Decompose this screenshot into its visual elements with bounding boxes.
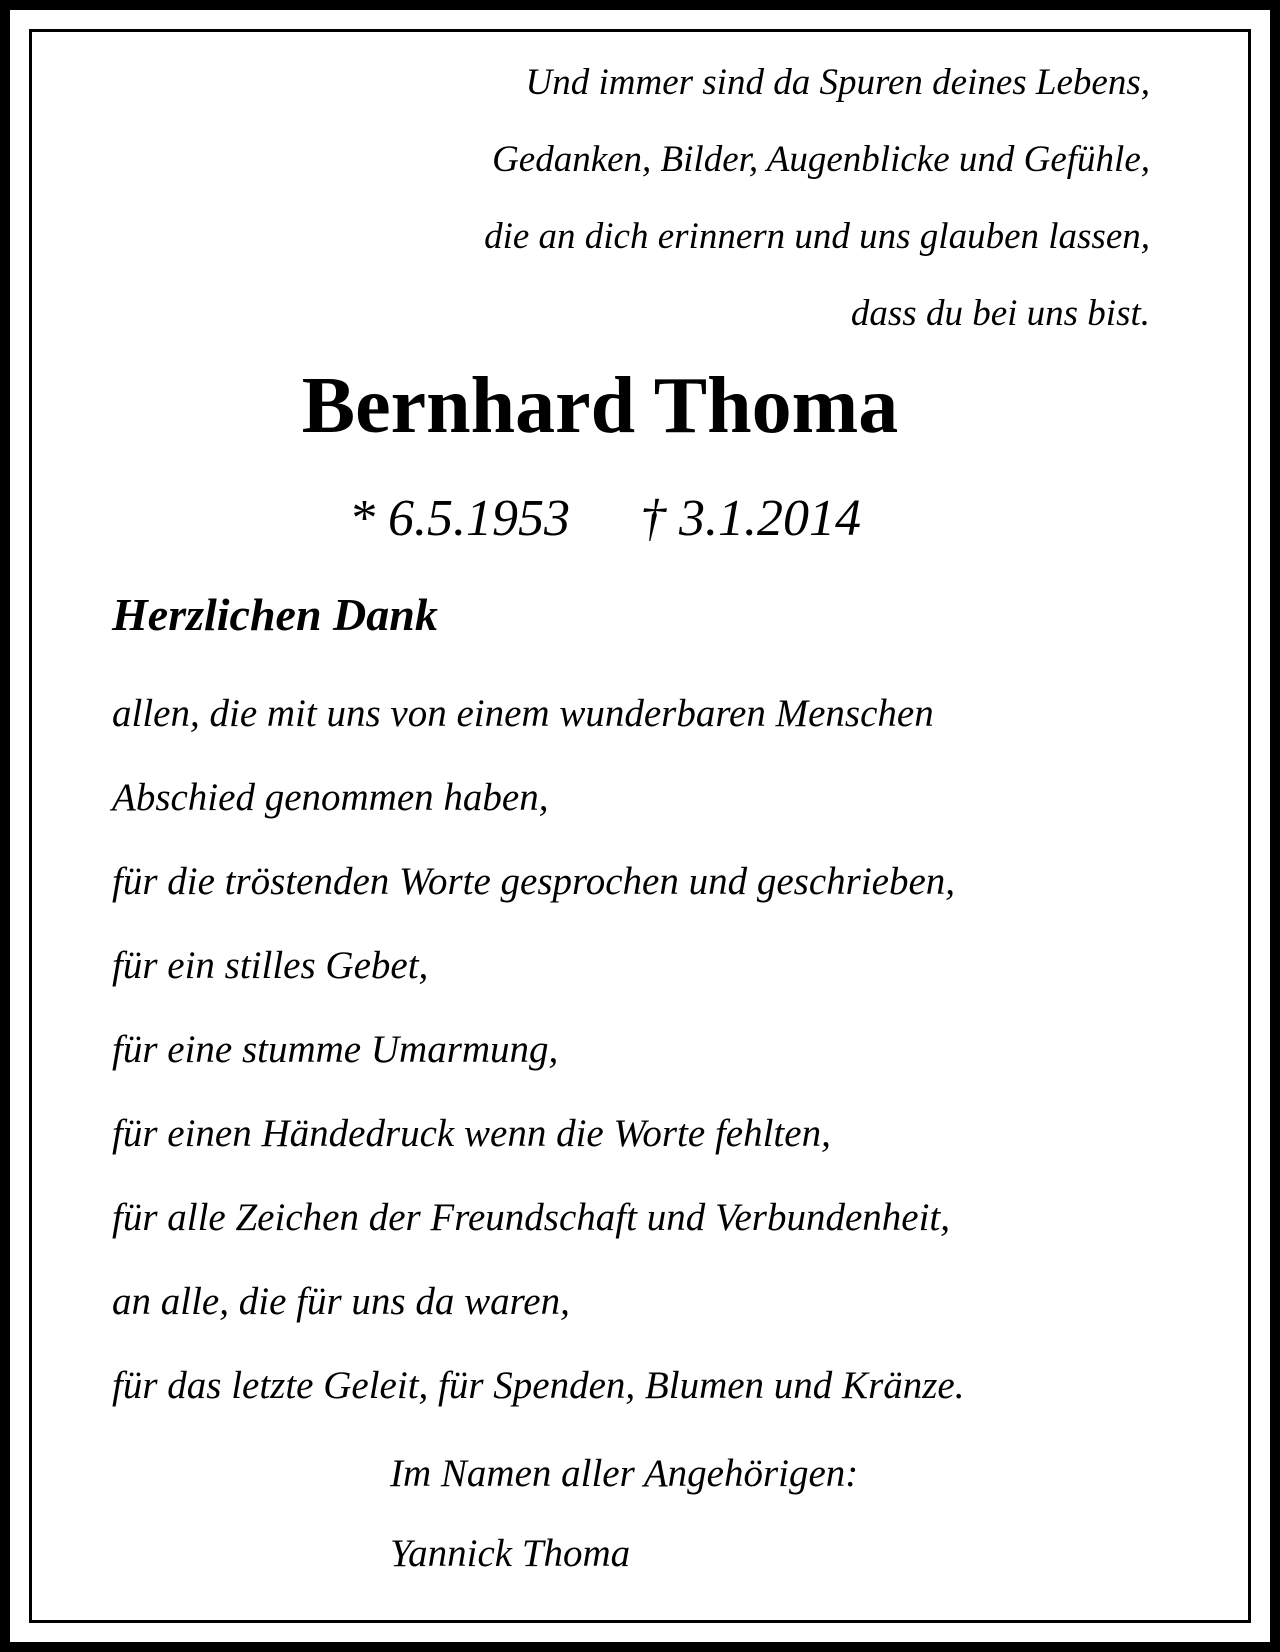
thanks-line: für die tröstenden Worte gesprochen und geschrieben,	[112, 860, 956, 903]
thanks-line: allen, die mit uns von einem wunderbaren Menschen	[112, 692, 934, 735]
thanks-line: für eine stumme Umarmung,	[112, 1028, 559, 1071]
death-date: † 3.1.2014	[640, 490, 861, 547]
signer-name: Yannick Thoma	[390, 1532, 631, 1575]
poem-line: die an dich erinnern und uns glauben lassen,	[484, 216, 1150, 257]
thanks-text	[112, 672, 964, 1428]
signoff	[390, 1434, 858, 1594]
poem-line: Und immer sind da Spuren deines Lebens,	[525, 62, 1150, 103]
life-dates	[0, 484, 1280, 554]
memorial-poem	[484, 44, 1150, 352]
signoff-intro: Im Namen aller Angehörigen:	[390, 1452, 859, 1495]
thanks-line: Abschied genommen haben,	[112, 776, 549, 819]
thanks-line: für alle Zeichen der Freundschaft und Verbundenheit,	[112, 1196, 950, 1239]
thanks-line: für ein stilles Gebet,	[112, 944, 429, 987]
birth-date: * 6.5.1953	[349, 490, 570, 547]
poem-line: dass du bei uns bist.	[850, 293, 1150, 334]
poem-line: Gedanken, Bilder, Augenblicke und Gefühle,	[492, 139, 1150, 180]
deceased-name: Bernhard Thoma	[301, 362, 899, 450]
thanks-line: an alle, die für uns da waren,	[112, 1280, 570, 1323]
thanks-line: für einen Händedruck wenn die Worte fehlten,	[112, 1112, 831, 1155]
thanks-heading: Herzlichen Dank	[112, 589, 438, 640]
thanks-line: für das letzte Geleit, für Spenden, Blumen und Kränze.	[112, 1364, 965, 1407]
